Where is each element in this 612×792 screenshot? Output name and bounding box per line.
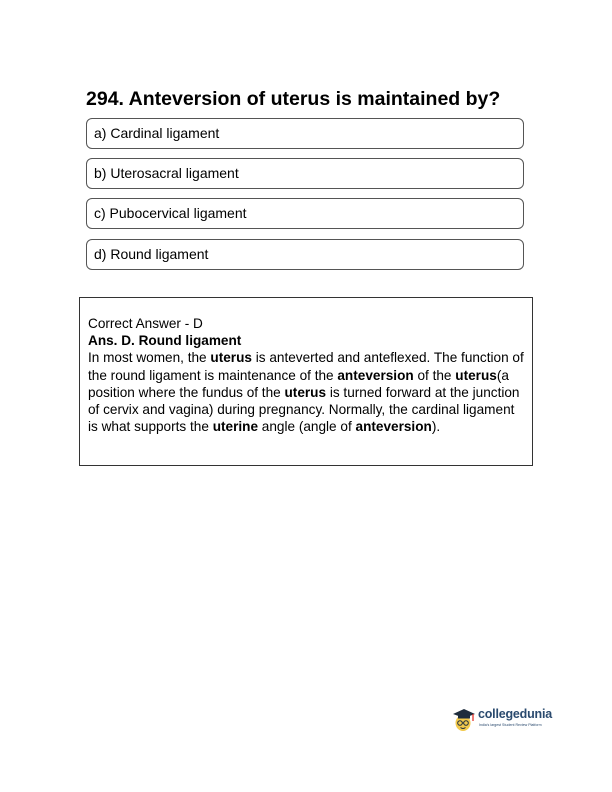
option-a[interactable]: a) Cardinal ligament	[86, 118, 524, 149]
explanation-keyword: uterus	[210, 350, 252, 366]
explanation-text: In most women, the	[88, 350, 211, 366]
explanation-text: ).	[431, 419, 441, 435]
graduate-mascot-icon	[452, 707, 476, 733]
explanation-text: is anteverted and anteflexed. The function of the round ligament is maintenance of the	[88, 350, 524, 383]
option-d[interactable]: d) Round ligament	[86, 239, 524, 270]
explanation-text: (a position where the fundus of the	[88, 367, 509, 400]
collegedunia-logo	[452, 705, 562, 735]
correct-answer-line: Correct Answer - D	[88, 316, 203, 331]
explanation-text: of the	[413, 367, 456, 383]
logo-tagline: India's largest Student Review Platform	[479, 723, 542, 727]
question-title: 294. Anteversion of uterus is maintained by?	[86, 88, 501, 110]
explanation-keyword: uterus	[455, 367, 497, 383]
explanation-keyword: anteversion	[337, 367, 414, 383]
answer-box	[79, 297, 533, 466]
option-c[interactable]: c) Pubocervical ligament	[86, 198, 524, 229]
logo-wordmark: collegedunia	[478, 707, 553, 721]
explanation-text: is turned forward at the junction of cervix and vagina) during pregnancy. Normally, the cardinal ligament is what supports the	[88, 384, 520, 435]
explanation-keyword: anteversion	[355, 419, 432, 435]
option-b[interactable]: b) Uterosacral ligament	[86, 158, 524, 189]
answer-explanation	[88, 349, 526, 435]
explanation-text: angle (angle of	[258, 419, 356, 435]
answer-heading: Ans. D. Round ligament	[88, 333, 242, 349]
explanation-keyword: uterus	[284, 384, 327, 400]
explanation-keyword: uterine	[212, 419, 259, 435]
